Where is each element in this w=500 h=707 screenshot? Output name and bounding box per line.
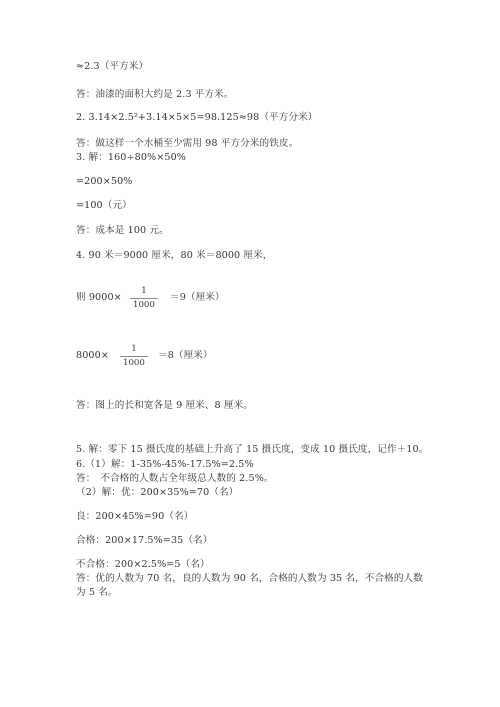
fraction-numerator: 1 xyxy=(131,344,137,354)
fraction-bar xyxy=(130,298,158,299)
line-q6-part1-answer: 答： 不合格的人数占全年级总人数的 2.5%。 xyxy=(76,473,274,484)
line-q3-solution: 3. 解：160÷80%×50% xyxy=(76,152,187,163)
line-q4-length-post: ＝9（厘米） xyxy=(170,292,225,303)
fraction-numerator: 1 xyxy=(141,286,147,296)
fraction-bar xyxy=(120,356,148,357)
line-q6-fail: 不合格：200×2.5%=5（名） xyxy=(76,559,210,570)
fraction-scale-1 xyxy=(130,286,158,310)
line-q6-part1-solution: 6.（1）解：1-35%-45%-17.5%=2.5% xyxy=(76,459,254,470)
line-q6-answer-cont: 为 5 名。 xyxy=(76,587,118,598)
line-q6-answer: 答：优的人数为 70 名，良的人数为 90 名，合格的人数为 35 名，不合格的人数 xyxy=(76,573,423,584)
line-q4-answer: 答：图上的长和宽各是 9 厘米、8 厘米。 xyxy=(76,400,253,411)
line-q6-part2-excellent: （2）解：优：200×35%=70（名） xyxy=(76,487,239,498)
line-q4-conversion: 4. 90 米＝9000 厘米，80 米＝8000 厘米， xyxy=(76,250,273,261)
line-q2-answer: 答：做这样一个水桶至少需用 98 平方分米的铁皮。 xyxy=(76,138,299,149)
line-q5-solution: 5. 解：零下 15 摄氏度的基础上升高了 15 摄氏度，变成 10 摄氏度，记作＋10。 xyxy=(76,444,429,455)
fraction-scale-2 xyxy=(120,344,148,368)
line-q4-width-post: ＝8（厘米） xyxy=(158,350,213,361)
line-answer-paint-area: 答：油漆的面积大约是 2.3 平方米。 xyxy=(76,89,234,100)
line-q6-pass: 合格：200×17.5%=35（名） xyxy=(76,535,213,546)
line-q4-width-pre: 8000× xyxy=(76,350,109,361)
line-q6-good: 良：200×45%=90（名） xyxy=(76,511,194,522)
line-q3-step1: =200×50% xyxy=(76,176,133,187)
line-q3-step2: =100（元） xyxy=(76,200,132,211)
fraction-denominator: 1000 xyxy=(123,358,145,368)
line-q4-length-pre: 则 9000× xyxy=(76,292,122,303)
fraction-denominator: 1000 xyxy=(133,300,155,310)
line-q2-calculation: 2. 3.14×2.5²+3.14×5×5=98.125≈98（平方分米） xyxy=(76,112,318,123)
line-area-approx: ≈2.3（平方米） xyxy=(76,61,149,72)
line-q3-answer: 答：成本是 100 元。 xyxy=(76,225,169,236)
